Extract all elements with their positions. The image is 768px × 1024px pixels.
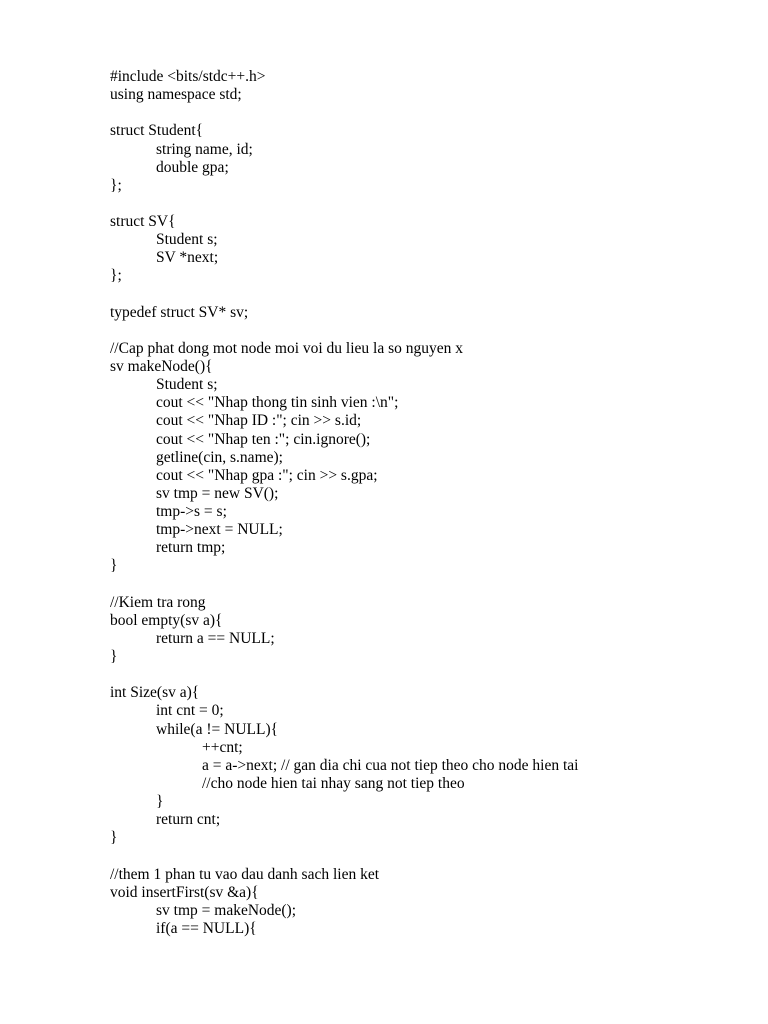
code-line: int Size(sv a){ <box>110 684 200 702</box>
code-line: ++cnt; <box>202 738 243 756</box>
code-line: struct SV{ <box>110 213 176 230</box>
code-listing <box>110 68 750 938</box>
code-line: //them 1 phan tu vao dau danh sach lien ket <box>110 865 380 883</box>
blank-line <box>110 104 750 122</box>
code-line: tmp->next = NULL; <box>156 521 283 539</box>
code-line: bool empty(sv a){ <box>110 611 223 629</box>
code-line: //cho node hien tai nhay sang not tiep theo <box>202 774 465 792</box>
blank-line <box>110 576 750 594</box>
code-line: a = a->next; // gan dia chi cua not tiep theo cho node hien tai <box>202 756 579 774</box>
code-line: cout << "Nhap gpa :"; cin >> s.gpa; <box>156 466 378 484</box>
code-line: int cnt = 0; <box>156 702 224 720</box>
code-line: void insertFirst(sv &a){ <box>110 883 259 901</box>
code-line: getline(cin, s.name); <box>156 448 283 466</box>
code-line: typedef struct SV* sv; <box>110 303 249 321</box>
blank-line <box>110 286 750 304</box>
blank-line <box>110 847 750 865</box>
code-line: } <box>156 793 164 810</box>
code-line: cout << "Nhap ID :"; cin >> s.id; <box>156 412 362 430</box>
code-line: cout << "Nhap thong tin sinh vien :\n"; <box>156 394 399 412</box>
code-line: if(a == NULL){ <box>156 919 257 937</box>
code-line: } <box>110 557 118 575</box>
code-line: using namespace std; <box>110 86 242 104</box>
blank-line <box>110 666 750 684</box>
code-line: }; <box>110 267 122 285</box>
code-line: } <box>110 648 118 665</box>
code-line: tmp->s = s; <box>156 503 227 520</box>
code-line: struct Student{ <box>110 122 204 140</box>
code-line: string name, id; <box>156 140 253 158</box>
code-line: //Kiem tra rong <box>110 593 206 611</box>
code-line: sv tmp = new SV(); <box>156 484 279 502</box>
code-line: SV *next; <box>156 249 219 267</box>
code-line: while(a != NULL){ <box>156 720 279 738</box>
code-line: sv tmp = makeNode(); <box>156 901 297 919</box>
blank-line <box>110 322 750 340</box>
blank-line <box>110 195 750 213</box>
code-line: //Cap phat dong mot node moi voi du lieu la so nguyen x <box>110 339 464 357</box>
code-line: Student s; <box>156 376 218 394</box>
code-line: return tmp; <box>156 539 226 557</box>
code-line: }; <box>110 176 122 194</box>
code-line: Student s; <box>156 231 218 249</box>
code-line: sv makeNode(){ <box>110 358 213 375</box>
code-line: double gpa; <box>156 158 229 176</box>
code-line: return a == NULL; <box>156 629 275 647</box>
code-line: #include <bits/stdc++.h> <box>110 68 266 85</box>
code-line: } <box>110 829 118 847</box>
code-line: cout << "Nhap ten :"; cin.ignore(); <box>156 430 371 448</box>
code-line: return cnt; <box>156 811 221 829</box>
